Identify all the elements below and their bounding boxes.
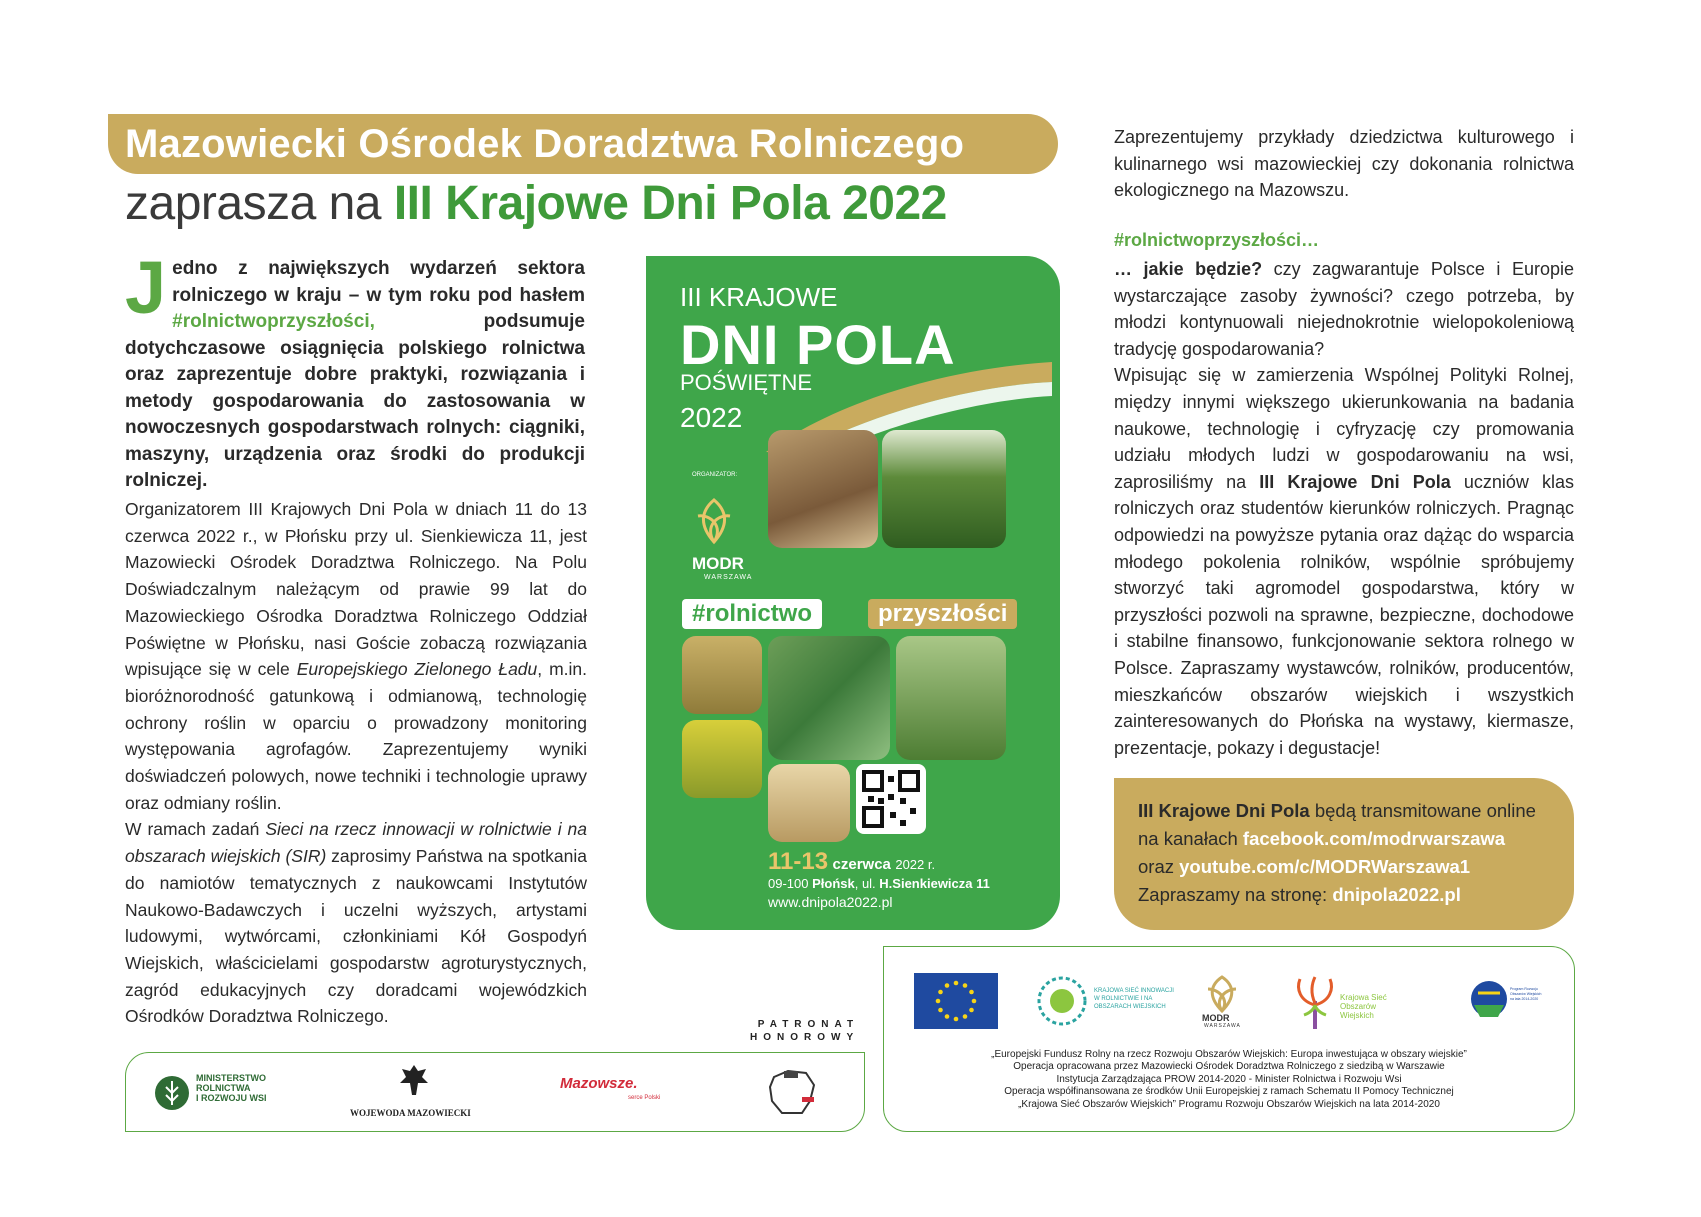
qr-code[interactable] (856, 764, 926, 834)
left-paragraph-1 (125, 496, 587, 816)
patronage-label-2: HONOROWY (750, 1032, 860, 1043)
transmission-line-4 (1138, 884, 1461, 906)
poster-date (768, 848, 935, 876)
transmission-line-1 (1138, 800, 1536, 822)
youtube-link[interactable]: youtube.com/c/MODRWarszawa1 (1179, 856, 1471, 877)
poster-date-month: czerwca (832, 856, 891, 873)
patronage-box (125, 1052, 865, 1132)
invite-heading (125, 176, 947, 231)
patronage-label-1: PATRONAT (757, 1019, 860, 1030)
eu-line-1: „Europejski Fundusz Rolny na rzecz Rozwoju Obszarów Wiejskich: Europa inwestująca w obszary wiejskie” (991, 1049, 1467, 1060)
modr-small-logo-text: MODR (1202, 1013, 1230, 1023)
transmission-event: III Krajowe Dni Pola (1138, 800, 1310, 821)
aerial-field-photo (768, 636, 890, 760)
lead-text-2: podsumuje dotychczasowe osiągnięcia polskiego rolnictwa oraz zaprezentuje dobre praktyki, rozwiązania i metody gospodarowania do zastosowania w nowoczesnych gospodarstwach rolnych: ciągniki, maszyny, urządzenia oraz środki do produkcji rolniczej. (125, 311, 585, 491)
eu-line-4: Operacja współfinansowana ze środków Unii Europejskiej z ramach Schematu II Pomocy Technicznej (1004, 1086, 1454, 1098)
poland-map-logo-icon (766, 1067, 818, 1117)
poster-tag-rolnictwo: #rolnictwo (682, 599, 822, 629)
eu-flag-icon (914, 973, 998, 1029)
right-paragraph-2 (1114, 362, 1574, 761)
transmission-line1-rest: będą transmitowane online (1309, 800, 1536, 821)
left-p1-end: , m.in. bioróżnorodność gatunkową i odmianową, technologię ochrony roślin w oparciu o prowadzony monitoring występowania agrofagów. Zaprezentujemy wyniki doświadczeń polowych, nowe techniki i technologie uprawy oraz odmiany roślin. (125, 659, 588, 813)
modr-small-logo-sub: WARSZAWA (1204, 1023, 1241, 1029)
poster-logo-name: MODR (692, 554, 744, 573)
prow-logo-text: Program Rozwoju Obszarów Wiejskich na lata 2014-2020 (1510, 987, 1542, 1001)
right-hashtag: #rolnictwoprzyszłości… (1114, 230, 1320, 250)
left-p2-end: zaprosimy Państwa na spotkania do namiotów tematycznych z naukowcami Instytutów Naukowo-Badawczych i uczelni wyższych, artystami ludowymi, wytwórcami, członkiniami Kół Gospodyń Wiejskich, właścicielami gospodarstw agroturystycznych, zagród edukacyjnych czy doradcami wojewódzkich Ośrodków Doradztwa Rolniczego. (125, 846, 588, 1027)
rapeseed-photo (682, 720, 762, 798)
ksow-innovation-logo-icon (1036, 975, 1088, 1027)
poster-date-year: 2022 r. (895, 857, 936, 872)
left-paragraph-2 (125, 816, 587, 1030)
ksow-tree-logo-icon (1290, 975, 1340, 1031)
right-question-rest: czy zagwarantuje Polsce i Europie wystarczające zasoby żywności? czego potrzeba, by młodzi kontynuowali niejednokrotnie wielopokoleniową tradycję gospodarowania? (1114, 259, 1575, 359)
poster-address (768, 876, 990, 891)
prow-logo-icon (1468, 975, 1510, 1021)
left-p2-italic: Sieci na rzecz innowacji w rolnictwie i na obszarach wiejskich (SIR) (125, 819, 588, 867)
poster-year: 2022 (680, 402, 743, 433)
eu-line-2: Operacja opracowana przez Mazowiecki Ośrodek Doradztwa Rolniczego z siedzibą w Warszawie (1013, 1061, 1445, 1073)
barley-photo (896, 636, 1006, 760)
event-name: III Krajowe Dni Pola 2022 (393, 177, 947, 230)
event-poster (646, 256, 1060, 930)
ksow-tree-logo-text: Krajowa Sieć Obszarów Wiejskich (1340, 993, 1387, 1020)
eu-line-3: Instytucja Zarządzająca PROW 2014-2020 - Minister Rolnictwa i Rozwoju Wsi (1056, 1073, 1402, 1085)
drop-cap: J (125, 246, 167, 329)
lead-text-1: edno z największych wydarzeń sektora rolniczego w kraju – w tym roku pod hasłem (172, 258, 585, 306)
poster-city: Płońsk (812, 876, 855, 891)
ksow-innovation-logo-text: KRAJOWA SIEĆ INNOWACJI W ROLNICTWIE I NA OBSZARACH WIEJSKICH (1094, 988, 1174, 1010)
lead-hashtag: #rolnictwoprzyszłości, (172, 311, 375, 332)
mazowsze-logo-sub: serce Polski (628, 1095, 661, 1101)
right-p2-bold: III Krajowe Dni Pola (1259, 471, 1451, 492)
website-link[interactable]: dnipola2022.pl (1332, 884, 1461, 905)
qr-code-icon (856, 764, 926, 834)
left-p1-italic: Europejskiego Zielonego Ładu (296, 659, 538, 680)
lead-paragraph (125, 246, 585, 495)
poster-website[interactable]: www.dnipola2022.pl (768, 894, 893, 910)
poster-location: POŚWIĘTNE (680, 370, 813, 395)
eu-funding-text (894, 1049, 1564, 1111)
right-body-text (1114, 256, 1574, 761)
wheat-photo (768, 430, 878, 548)
ministry-logo-icon (154, 1075, 190, 1111)
right-paragraph-1 (1114, 256, 1574, 362)
transmission-box (1114, 778, 1574, 930)
transmission-line3-prefix: oraz (1138, 856, 1180, 877)
right-p2-end: uczniów klas rolniczych oraz studentów kierunków rolniczych. Pragnąc odpowiedzi na powyższe pytania oraz dążąc do wsparcia młodego pokolenia rolników, wspólnie spróbujemy stworzyć taki agromodel gospodarstwa, który w przyszłości pozwoli na sprawne, bezpieczne, dochodowe i stabilne finansowo, funkcjonowanie sektora rolnego w Polsce. Zapraszamy wystawców, rolników, producentów, mieszkańców obszarów wiejskich i wszystkich zainteresowanych do Płońska na wystawy, kiermasze, prezentacje, pokazy i degustacje! (1114, 471, 1574, 758)
mazowsze-logo-text: Mazowsze. (560, 1075, 638, 1092)
polish-eagle-icon (398, 1063, 430, 1099)
poster-title: DNI POLA (680, 313, 956, 376)
transmission-line2-prefix: na kanałach (1138, 828, 1243, 849)
transmission-line4-prefix: Zapraszamy na stronę: (1138, 884, 1333, 905)
poster-street: H.Sienkiewicza 11 (879, 876, 990, 891)
left-p2-start: W ramach zadań (125, 819, 266, 840)
left-p1-text: Organizatorem III Krajowych Dni Pola w dniach 11 do 13 czerwca 2022 r., w Płońsku przy ul. Sienkiewicza 11, jest Mazowiecki Ośrodek Doradztwa Rolniczego. Na Polu Doświadczalnym należącym od prawie 99 lat do Mazowieckiego Ośrodka Doradztwa Rolniczego Oddział Poświętne w Płońsku, nasi Goście zobaczą rozwiązania wpisujące się w cele (125, 499, 587, 680)
modr-logo-icon (694, 496, 734, 546)
right-intro-text: Zaprezentujemy przykłady dziedzictwa kulturowego i kulinarnego wsi mazowieckiej czy dokonania rolnictwa ekologicznego na Mazowszu. (1114, 127, 1574, 200)
poster-address-mid: , ul. (854, 876, 880, 891)
poster-zip: 09-100 (768, 876, 813, 891)
transmission-line-3 (1138, 856, 1470, 878)
poster-organizer-label: ORGANIZATOR: (692, 472, 738, 478)
facebook-link[interactable]: facebook.com/modrwarszawa (1242, 828, 1506, 849)
patronage-label (750, 1018, 859, 1044)
modr-small-logo-icon (1202, 973, 1242, 1013)
poster-logo-sub: WARSZAWA (704, 574, 753, 581)
maize-photo (882, 430, 1006, 548)
organization-title: Mazowiecki Ośrodek Doradztwa Rolniczego (125, 122, 965, 166)
right-p2-start: Wpisując się w zamierzenia Wspólnej Polityki Rolnej, między innymi większego ukierunkowania na badania naukowe, technologię i cyfryzację czy promowania udziału młodych ludzi w gospodarowaniu na wsi, zaprosiliśmy na (1114, 365, 1574, 492)
poster-line-1: III KRAJOWE (680, 282, 838, 312)
grain-photo (768, 764, 850, 842)
cornfield-photo (682, 636, 762, 714)
eu-funding-box (883, 946, 1575, 1132)
right-question-bold: … jakie będzie? (1114, 259, 1263, 279)
eu-line-5: „Krajowa Sieć Obszarów Wiejskich” Programu Rozwoju Obszarów Wiejskich na lata 2014-2020 (1018, 1098, 1440, 1110)
ministry-logo-text: MINISTERSTWO ROLNICTWA I ROZWOJU WSI (196, 1073, 267, 1103)
voivode-logo-text: WOJEWODA MAZOWIECKI (350, 1108, 471, 1118)
left-body-text (125, 496, 587, 1030)
invite-prefix: zaprasza na (125, 177, 394, 230)
poster-tag-przyszlosci: przyszłości (868, 599, 1017, 629)
transmission-line-2 (1138, 828, 1505, 850)
poster-date-days: 11-13 (768, 848, 829, 875)
